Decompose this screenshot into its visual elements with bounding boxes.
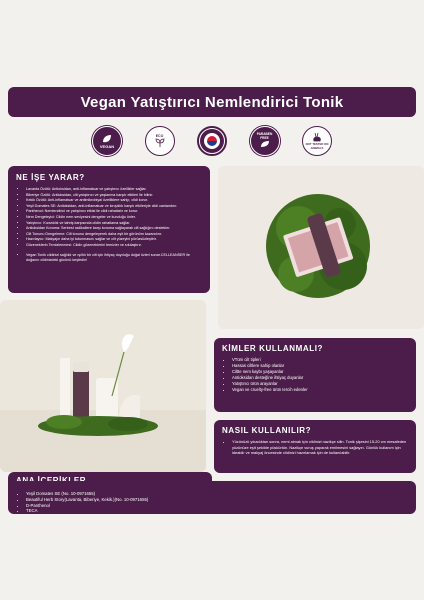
who-should-use-panel	[214, 338, 416, 412]
product-on-moss-photo	[218, 166, 424, 329]
list-item: • Beautiful Herb Story(Lavanta, Biberiye, Kekik.)(No. 10-0971655)	[26, 497, 408, 503]
list-item: • Hazırlayıcı: Makyajın daha iyi tutunmasını sağlar ve cilt yüzeyini pürüzsüzleştirir.	[26, 237, 202, 243]
list-item: • Biberiye Özütü: Antioksidan, cilt yatıştırıcı ve yaşlanma karşıtı etkileri ile bilinir.	[26, 193, 202, 199]
paraben-free-badge-label: PARABEN FREE	[256, 131, 273, 140]
benefits-list	[16, 187, 202, 249]
list-item: • Yeşil Domates SE (No. 10-0971655)	[26, 491, 408, 497]
page-title: Vegan Yatıştırıcı Nemlendirici Tonik	[80, 93, 344, 111]
list-item: • TECA	[26, 508, 408, 514]
list-item: • Nem Dengeleyici: Cildin nem seviyesini dengeler ve kuruluğu önler.	[26, 215, 202, 221]
rabbit-icon	[311, 132, 323, 142]
how-list	[222, 439, 408, 456]
list-item: • D-Panthenol	[26, 503, 408, 509]
leaf-icon	[101, 134, 113, 144]
flower-product-image	[0, 300, 206, 472]
list-item: • VTüm cilt tipleri	[232, 357, 408, 363]
list-item: • Panthenol: Nemlendirici ve yatıştırıcı etkisi ile cildi rahatlatır ve korur.	[26, 209, 202, 215]
list-item: • Ciltte nem kaybı yaşayanlar	[232, 369, 408, 375]
list-item: • Kekik Özütü: Anti-inflamatuar ve antimikrobiyal özelliklere sahip, cildi korur.	[26, 198, 202, 204]
moss-product-image	[218, 166, 424, 329]
list-item: • Cilt Tonunu Dengeleme: Cilt tonunu dengeleyerek daha eşit bir görünüm kazandırır.	[26, 232, 202, 238]
list-item: • Antioksidan desteğine ihtiyaç duyanlar	[232, 375, 408, 381]
how-heading: NASIL KULLANILIR?	[222, 426, 312, 435]
ingredients-panel	[8, 481, 416, 514]
korea-flag-icon	[199, 128, 225, 154]
list-item: • Yatıştırıcı: Kızarıklık ve tahriş karşısında cildin rahatlama sağlar.	[26, 221, 202, 227]
title-banner	[8, 87, 416, 117]
list-item: • Antioksidan Koruma: Serbest radikallere karşı koruma sağlayarak cilt sağlığını destekler.	[26, 226, 202, 232]
list-item: • Yeşil Domates SE: Antioksidan, anti-inflamatuar ve kırışıklık karşıtı etkileriyle cildi canlandırır.	[26, 204, 202, 210]
certification-badges	[92, 126, 332, 162]
cruelty-free-badge-label: NOT TESTED ON ANIMALS	[305, 142, 329, 150]
how-to-use-panel	[214, 420, 416, 473]
made-in-korea-badge-icon	[197, 126, 227, 156]
ingredients-list	[16, 491, 408, 514]
paraben-free-badge-icon	[250, 126, 280, 156]
benefits-panel	[8, 166, 210, 293]
list-item: • Hassas ciltlere sahip olanlar	[232, 363, 408, 369]
plant-icon	[154, 138, 166, 148]
benefits-note: • Vegan Tonik cildinizi sağlıklı ve ışıltılı bir cilt için ihtiyaç duyduğu doğal özleri sunar.CELLEANSER ile doğanın cildinizdeki gücünü keşfedin!	[26, 253, 202, 264]
cruelty-free-badge-icon	[302, 126, 332, 156]
list-item: • Gözeneklerin Temizlenmesi: Cildin gözeneklerini temizler ve sıkılaştırır.	[26, 243, 202, 249]
vegan-badge-icon	[92, 126, 122, 156]
vegan-badge-label: VEGAN	[99, 143, 115, 149]
leaf-small-icon	[260, 140, 270, 148]
list-item: • Yüzünüzü yıkadıktan sonra, nemi almak için cildinizi nazikçe silin. Tonik şişesini 15-20 cm mesafeden yüzünüze eşit şekilde püskürtün. Nazikçe vuruş yaparak emilmesini sağlayın. Günlük kullanım için idealdir ve makyaj öncesinde cildinizi hazırlamak için de kullanılabilir.	[232, 439, 408, 456]
who-list	[222, 357, 408, 393]
list-item: • Yatıştırıcı ürün arayanlar	[232, 381, 408, 387]
list-item: • Vegan ve cruelty-free ürün tercih edenler	[232, 387, 408, 393]
list-item: • Lavanta Özütü: Antioksidan, anti-inflamatuar ve yatıştırıcı özellikler sağlar.	[26, 187, 202, 193]
benefits-heading: NE İŞE YARAR?	[16, 173, 85, 182]
who-heading: KİMLER KULLANMALI?	[222, 344, 324, 353]
eco-badge-icon	[145, 126, 175, 156]
product-with-flower-photo	[0, 300, 206, 472]
eco-badge-label: ECO	[155, 133, 164, 138]
